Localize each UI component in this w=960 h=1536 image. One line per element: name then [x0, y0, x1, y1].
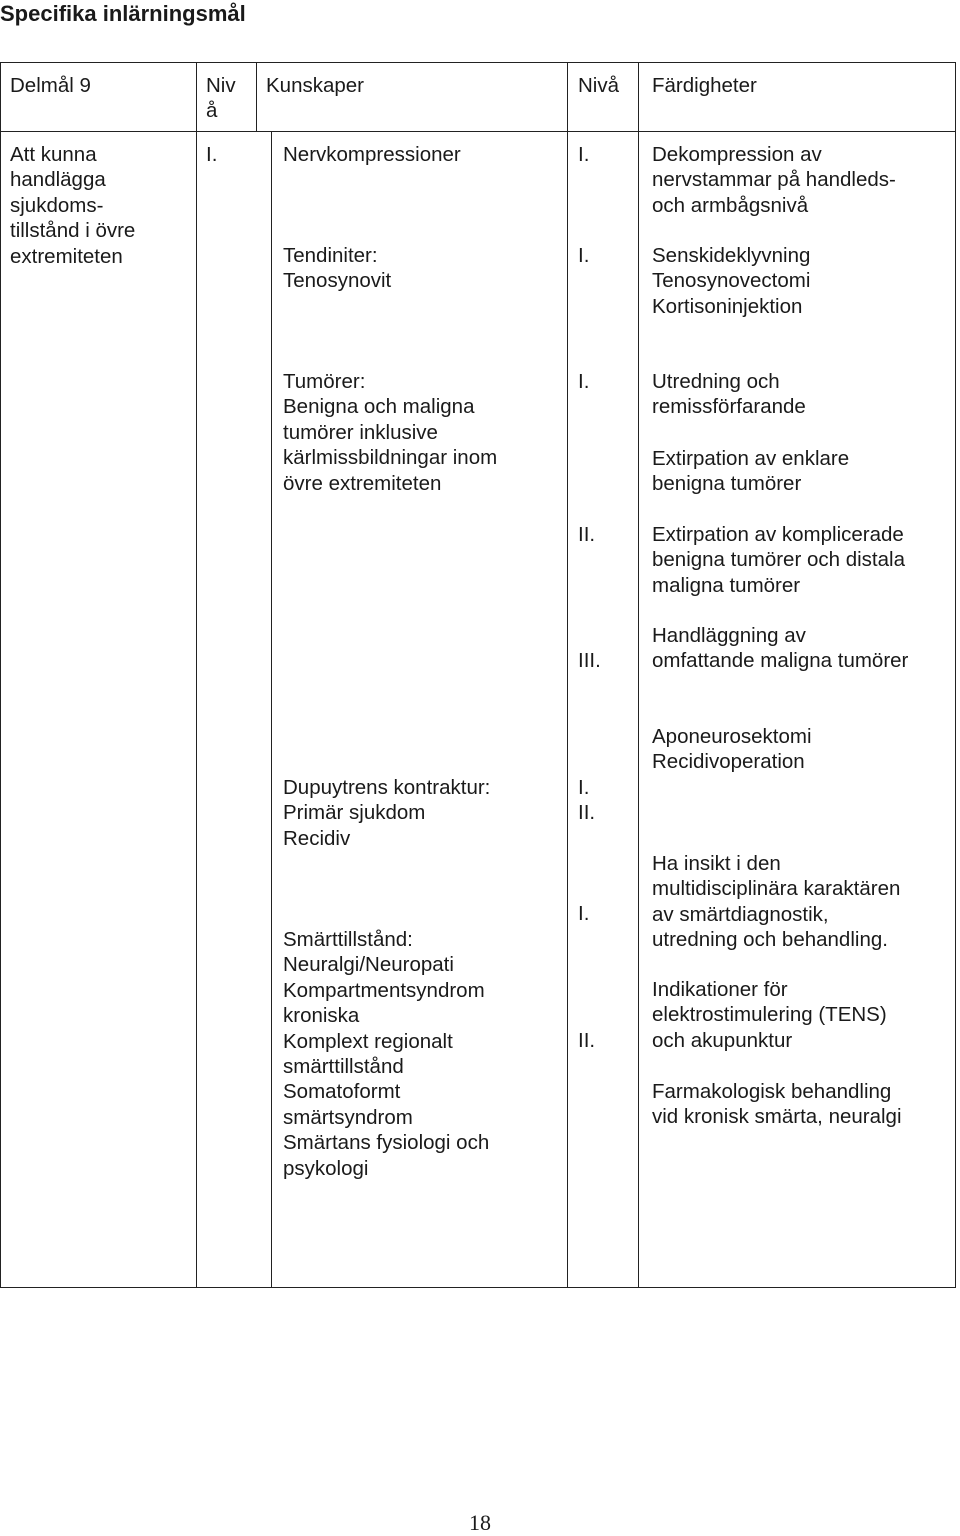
level-dupuytren-1: I. — [578, 776, 590, 799]
knowledge-pain: Smärttillstånd: Neuralgi/Neuropati Kompartmentsyndrom kroniska Komplext regionalt smärttillstånd Somatoformt smärtsyndrom Smärtans fysiologi och psykologi — [283, 928, 490, 1180]
header-row-divider — [0, 131, 956, 132]
level-pain-2: II. — [578, 1029, 596, 1052]
level-tendinitis: I. — [578, 244, 590, 267]
page-number: 18 — [469, 1510, 491, 1535]
skill-pain-2: Indikationer för elektrostimulering (TENS) och akupunktur — [652, 978, 887, 1052]
skill-tumors-4: Handläggning av omfattande maligna tumörer — [652, 624, 909, 673]
goal-text: Att kunna handlägga sjukdoms- tillstånd i övre extremiteten — [10, 143, 136, 268]
skill-pain-3: Farmakologisk behandling vid kronisk smärta, neuralgi — [652, 1080, 902, 1129]
knowledge-level: I. — [206, 143, 218, 166]
header-level-2: Nivå — [578, 74, 620, 97]
column-divider-level-1-body — [271, 131, 272, 1288]
header-knowledge: Kunskaper — [266, 74, 365, 97]
level-tumors-3: III. — [578, 649, 601, 672]
skill-tendinitis: Senskideklyvning Tenosynovectomi Kortisoninjektion — [652, 244, 811, 318]
level-dupuytren-2: II. — [578, 801, 596, 824]
skill-pain-1: Ha insikt i den multidisciplinära karaktären av smärtdiagnostik, utredning och behandling. — [652, 852, 901, 952]
header-goal: Delmål 9 — [10, 74, 91, 97]
skill-tumors-1: Utredning och remissförfarande — [652, 370, 806, 419]
knowledge-tendinitis: Tendiniter: Tenosynovit — [283, 244, 392, 293]
header-skills: Färdigheter — [652, 74, 757, 97]
level-nerve-compression: I. — [578, 143, 590, 166]
skill-dupuytren: Aponeurosektomi Recidivoperation — [652, 725, 812, 774]
column-divider-goal — [196, 62, 197, 1288]
knowledge-nerve-compression: Nervkompressioner — [283, 143, 461, 166]
column-divider-level-1 — [256, 62, 257, 132]
header-level-1: Niv å — [206, 74, 236, 123]
level-tumors-2: II. — [578, 523, 596, 546]
level-tumors-1: I. — [578, 370, 590, 393]
page-heading: Specifika inlärningsmål — [0, 1, 246, 26]
knowledge-tumors: Tumörer: Benigna och maligna tumörer inklusive kärlmissbildningar inom övre extremiteten — [283, 370, 498, 495]
level-pain-1: I. — [578, 902, 590, 925]
column-divider-level-2 — [638, 62, 639, 1288]
skill-nerve-compression: Dekompression av nervstammar på handleds- och armbågsnivå — [652, 143, 896, 217]
knowledge-dupuytren: Dupuytrens kontraktur: Primär sjukdom Recidiv — [283, 776, 491, 850]
skill-tumors-2: Extirpation av enklare benigna tumörer — [652, 447, 850, 496]
skill-tumors-3: Extirpation av komplicerade benigna tumörer och distala maligna tumörer — [652, 523, 905, 597]
column-divider-knowledge — [567, 62, 568, 1288]
